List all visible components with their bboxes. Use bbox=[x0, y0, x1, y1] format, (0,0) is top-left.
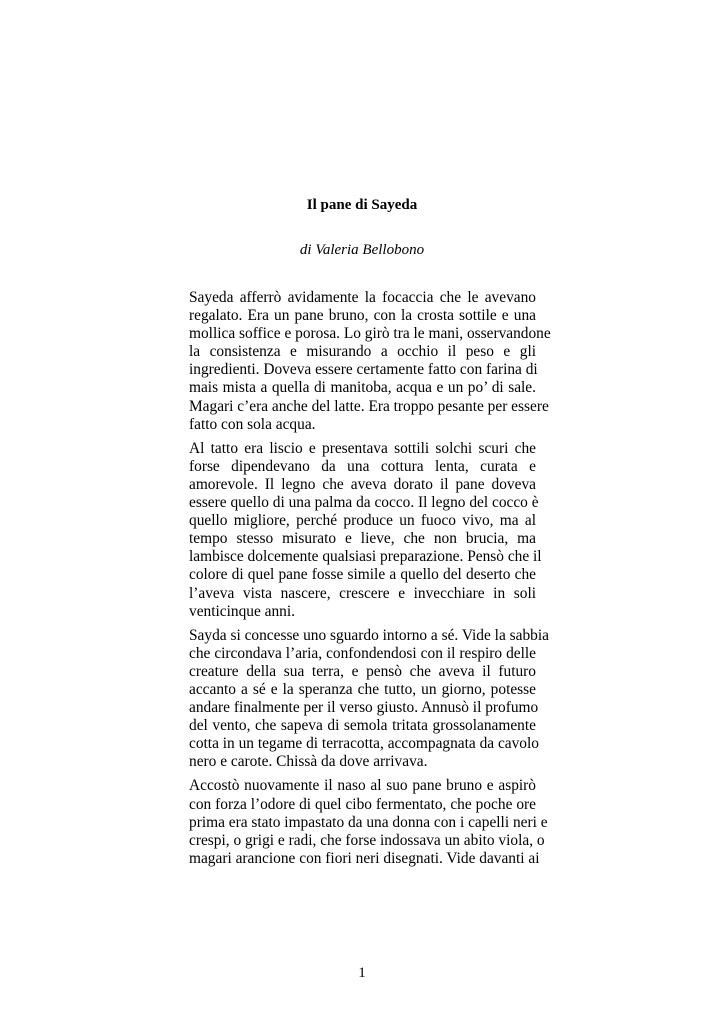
text-line: nero e carote. Chissà da dove arrivava. bbox=[189, 753, 428, 771]
text-line: quello migliore, perché produce un fuoco vivo, ma al bbox=[189, 512, 536, 530]
text-line: magari arancione con fiori neri disegnati. Vide davanti ai bbox=[189, 849, 540, 867]
text-line: Sayda si concesse uno sguardo intorno a sé. Vide la sabbia bbox=[189, 626, 549, 644]
paragraph-4 bbox=[189, 777, 548, 867]
text-line: essere quello di una palma da cocco. Il legno del cocco è bbox=[189, 494, 539, 512]
text-line: mollica soffice e porosa. Lo girò tra le mani, osservandone bbox=[189, 325, 551, 343]
text-line: ingredienti. Doveva essere certamente fatto con farina di bbox=[189, 361, 538, 379]
text-line: con forza l’odore di quel cibo fermentato, che poche ore bbox=[189, 795, 536, 813]
text-line: Accostò nuovamente il naso al suo pane bruno e aspirò bbox=[189, 777, 536, 795]
text-line: cotta in un tegame di terracotta, accompagnata da cavolo bbox=[189, 735, 539, 753]
text-line: fatto con sola acqua. bbox=[189, 415, 316, 433]
text-line: tempo stesso misurato e lieve, che non brucia, ma bbox=[189, 530, 536, 548]
text-line: Al tatto era liscio e presentava sottili solchi scuri che bbox=[189, 439, 536, 457]
text-line: che circondava l’aria, confondendosi con il respiro delle bbox=[189, 644, 536, 662]
document-author: di Valeria Bellobono bbox=[299, 242, 425, 258]
text-line: prima era stato impastato da una donna con i capelli neri e bbox=[189, 813, 548, 831]
paragraph-3 bbox=[189, 626, 549, 772]
paragraph-2 bbox=[189, 439, 542, 621]
text-line: mais mista a quella di manitoba, acqua e un po’ di sale. bbox=[189, 379, 536, 397]
text-line: accanto a sé e la speranza che tutto, un giorno, potesse bbox=[189, 680, 536, 698]
document-body bbox=[189, 289, 551, 874]
text-line: forse dipendevano da una cottura lenta, curata e bbox=[189, 457, 536, 475]
text-line: andare finalmente per il verso giusto. Annusò il profumo bbox=[189, 699, 539, 717]
text-line: la consistenza e misurando a occhio il peso e gli bbox=[189, 343, 536, 361]
text-line: Sayeda afferrò avidamente la focaccia che le avevano bbox=[189, 289, 536, 306]
page-number: 1 bbox=[358, 965, 366, 981]
text-line: del vento, che sapeva di semola tritata grossolanamente bbox=[189, 717, 536, 735]
text-line: l’aveva vista nascere, crescere e invecchiare in soli bbox=[189, 584, 536, 602]
text-line: venticinque anni. bbox=[189, 602, 295, 620]
text-line: amorevole. Il legno che aveva dorato il pane doveva bbox=[189, 475, 536, 493]
text-line: lambisce dolcemente qualsiasi preparazione. Pensò che il bbox=[189, 548, 542, 566]
document-title: Il pane di Sayeda bbox=[306, 197, 418, 213]
text-line: regalato. Era un pane bruno, con la crosta sottile e una bbox=[189, 307, 536, 325]
text-line: colore di quel pane fosse simile a quello del deserto che bbox=[189, 566, 536, 584]
text-line: Magari c’era anche del latte. Era troppo pesante per essere bbox=[189, 397, 549, 415]
paragraph-1 bbox=[189, 289, 551, 434]
text-line: creature della sua terra, e pensò che aveva il futuro bbox=[189, 662, 536, 680]
text-line: crespi, o grigi e radi, che forse indossava un abito viola, o bbox=[189, 831, 545, 849]
